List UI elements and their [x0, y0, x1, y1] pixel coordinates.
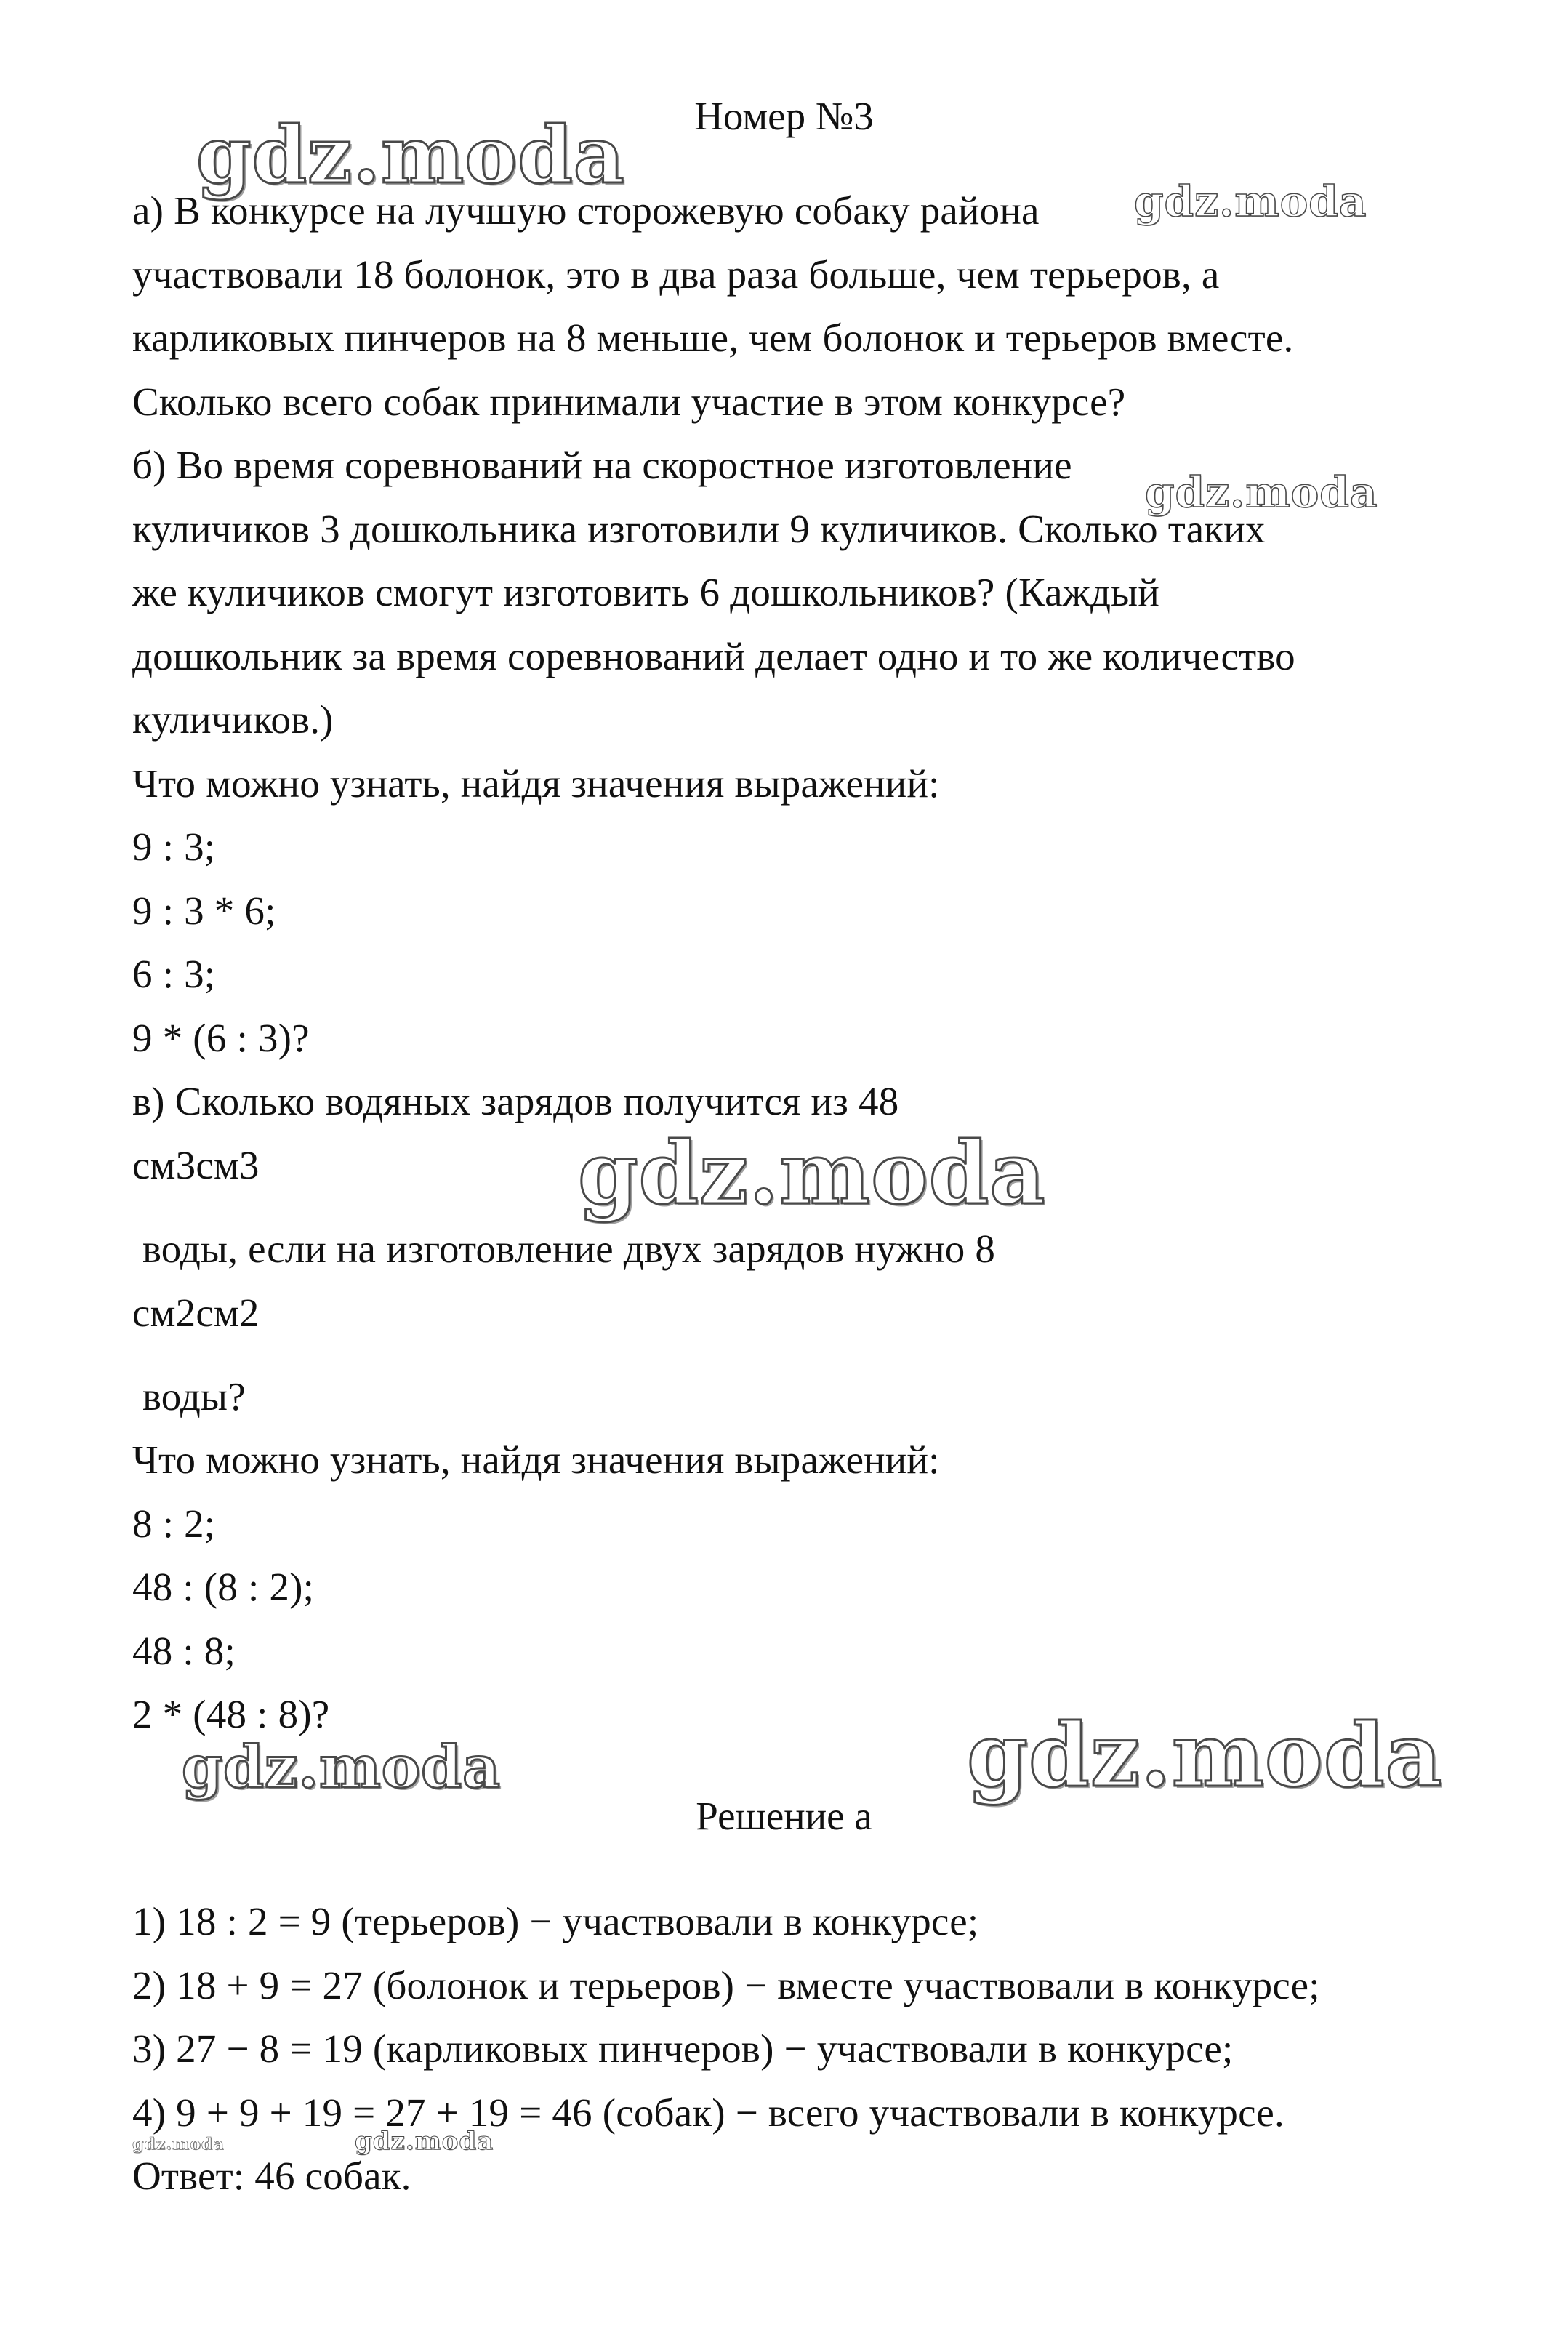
problem-line: же куличиков смогут изготовить 6 дошкольников? (Каждый — [132, 570, 1159, 614]
solution-step: 2) 18 + 9 = 27 (болонок и терьеров) − вместе участвовали в конкурсе; — [132, 1963, 1320, 2007]
watermark-logo: gdz.moda — [1145, 468, 1378, 517]
watermark-logo: gdz.moda — [196, 110, 625, 201]
expression-line: 6 : 3; — [132, 952, 216, 996]
expression-line: 9 : 3; — [132, 825, 216, 869]
watermark-logo: gdz.moda — [1134, 177, 1367, 226]
solution-step: 1) 18 : 2 = 9 (терьеров) − участвовали в конкурсе; — [132, 1899, 979, 1943]
watermark-logo: gdz.moda — [967, 1704, 1443, 1807]
watermark-logo: gdz.moda — [355, 2127, 494, 2156]
solution-title: Решение а — [696, 1794, 872, 1838]
problem-line: б) Во время соревнований на скоростное изготовление — [132, 443, 1072, 487]
unit-line: см2см2 — [132, 1291, 260, 1335]
problem-line: куличиков 3 дошкольника изготовили 9 куличиков. Сколько таких — [132, 507, 1266, 551]
problem-line: а) В конкурсе на лучшую сторожевую собаку района — [132, 188, 1040, 233]
unit-line: см3см3 — [132, 1143, 260, 1187]
expression-line: 9 : 3 * 6; — [132, 888, 276, 933]
watermark-logo: gdz.moda — [132, 2135, 225, 2154]
problem-line: Сколько всего собак принимали участие в этом конкурсе? — [132, 380, 1126, 424]
problem-line: в) Сколько водяных зарядов получится из 48 — [132, 1079, 899, 1123]
problem-line: карликовых пинчеров на 8 меньше, чем болонок и терьеров вместе. — [132, 316, 1294, 360]
problem-line: участвовали 18 болонок, это в два раза больше, чем терьеров, а — [132, 252, 1220, 297]
expression-line: 48 : 8; — [132, 1629, 236, 1673]
watermark-logo: gdz.moda — [182, 1733, 501, 1801]
expression-line: 9 * (6 : 3)? — [132, 1016, 310, 1060]
watermark-logo: gdz.moda — [578, 1123, 1046, 1224]
problem-line: куличиков.) — [132, 697, 334, 742]
solution-step: 3) 27 − 8 = 19 (карликовых пинчеров) − участвовали в конкурсе; — [132, 2026, 1234, 2071]
problem-line: воды, если на изготовление двух зарядов нужно 8 — [132, 1227, 996, 1271]
problem-line: Что можно узнать, найдя значения выражений: — [132, 1437, 940, 1482]
solution-step: 4) 9 + 9 + 19 = 27 + 19 = 46 (собак) − всего участвовали в конкурсе. — [132, 2090, 1284, 2135]
expression-line: 48 : (8 : 2); — [132, 1565, 315, 1609]
answer-line: Ответ: 46 собак. — [132, 2154, 411, 2198]
page-title: Номер №3 — [694, 94, 874, 138]
expression-line: 2 * (48 : 8)? — [132, 1692, 330, 1736]
problem-line: Что можно узнать, найдя значения выражений: — [132, 761, 940, 806]
problem-line: дошкольник за время соревнований делает одно и то же количество — [132, 634, 1295, 678]
expression-line: 8 : 2; — [132, 1501, 216, 1546]
problem-line: воды? — [132, 1374, 246, 1419]
